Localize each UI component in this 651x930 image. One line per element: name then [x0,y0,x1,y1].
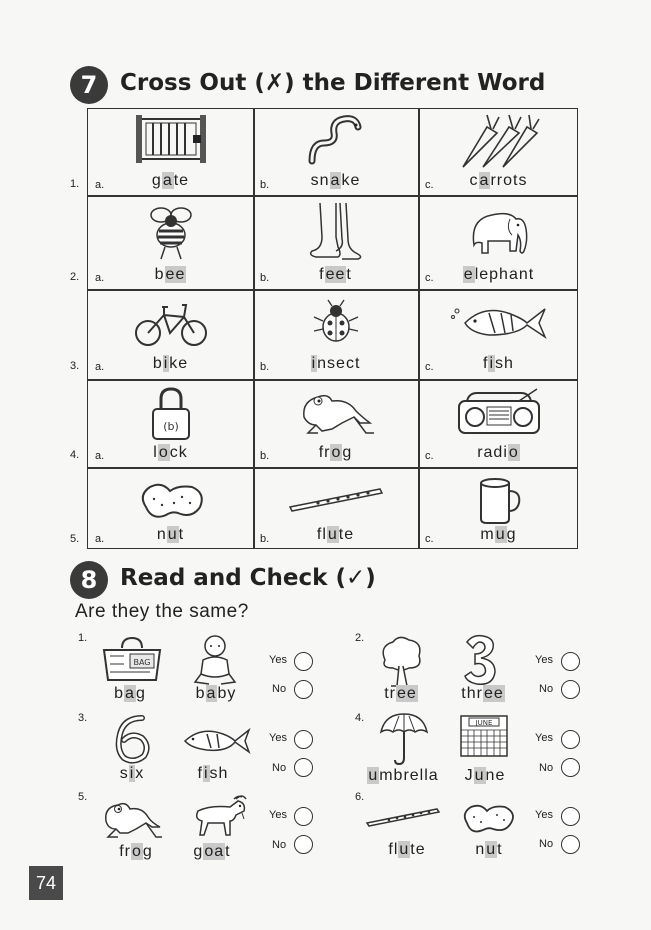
fish-icon [181,726,251,756]
question-3: 3. six fish Yes No [78,712,328,787]
no-option[interactable] [561,680,580,699]
mug-icon [475,477,523,525]
fish-icon [449,303,549,343]
grid-cell-1a[interactable]: a. gate [88,109,253,195]
word-three: three [461,685,504,702]
carrots-icon [457,113,541,169]
word-june: June [464,767,506,784]
section-8-number-badge: 8 [70,561,108,599]
row-number: 2. [70,271,80,283]
word-radio: radio [477,444,519,461]
word-baby: baby [195,685,237,702]
grid-cell-3a[interactable]: a. bike [88,289,253,379]
word-nut: nut [475,841,503,858]
question-1: 1. BAG bag baby Yes No [78,632,328,707]
snake-icon [306,113,366,169]
row-number: 3. [70,360,80,372]
svg-text:BAG: BAG [133,658,151,667]
word-flute: flute [316,526,355,543]
yes-option[interactable] [294,652,313,671]
no-option[interactable] [294,758,313,777]
tree-icon [379,636,423,688]
section-8-subtitle: Are they the same? [75,601,249,622]
calendar-icon [459,714,509,758]
word-snake: snake [310,172,361,189]
page-number: 74 [29,866,63,900]
bee-icon [145,203,197,261]
word-bee: bee [154,266,186,283]
bike-icon [134,295,208,349]
word-nut: nut [156,526,185,543]
word-gate: gate [151,172,190,189]
question-5: 5. frog goat Yes No [78,791,328,866]
question-4: 4. JUNE umbrella June Yes No [355,712,595,787]
ladybug-icon [312,299,360,347]
word-elephant: elephant [463,266,535,283]
baby-icon [193,634,237,686]
goat-icon [190,793,250,839]
row-number: 1. [70,178,80,190]
no-option[interactable] [561,758,580,777]
section-7-title: Cross Out (✗) the Different Word [120,70,546,96]
yes-option[interactable] [561,730,580,749]
word-mug: mug [480,526,517,543]
word-feet: feet [319,266,352,283]
peanut-icon [136,477,206,521]
svg-text:JUNE: JUNE [475,719,493,727]
umbrella-icon [379,712,429,766]
frog-icon [296,387,376,439]
yes-option[interactable] [294,730,313,749]
word-goat: goat [193,843,231,860]
word-lock: lock [153,444,188,461]
word-insect: insect [311,355,361,372]
no-option[interactable] [561,835,580,854]
row-number: 5. [70,533,80,545]
elephant-icon [466,205,532,259]
no-option[interactable] [294,680,313,699]
word-carrots: carrots [469,172,528,189]
question-2: 2. tree three Yes No [355,632,595,707]
grid-cell-4c[interactable]: c. radio [418,379,579,467]
word-bag: bag [114,685,146,702]
section-7-number-badge: 7 [70,66,108,104]
grid-cell-1c[interactable]: c. carrots [418,109,579,195]
grid-cell-3c[interactable]: c. fish [418,289,579,379]
word-fish: fish [197,765,229,782]
word-tree: tree [384,685,417,702]
word-six: six [119,765,145,782]
gate-icon [136,113,206,165]
grid-cell-5c[interactable]: c. mug [418,467,579,548]
grid-cell-2c[interactable]: c. elephant [418,195,579,289]
yes-option[interactable] [294,807,313,826]
number-three-icon [463,634,499,686]
word-bike: bike [152,355,189,372]
feet-icon [306,201,366,261]
yes-option[interactable] [561,652,580,671]
yes-option[interactable] [561,807,580,826]
grid-cell-2a[interactable]: a. bee [88,195,253,289]
grid-cell-5b[interactable]: b. flute [253,467,418,548]
word-umbrella: umbrella [368,767,439,784]
row-number: 4. [70,449,80,461]
peanut-icon [459,799,517,835]
svg-text:(b): (b) [162,420,179,433]
grid-cell-3b[interactable]: b. insect [253,289,418,379]
frog-icon [100,797,164,841]
no-option[interactable] [294,835,313,854]
word-fish: fish [483,355,514,372]
number-six-icon [114,714,150,762]
grid-cell-4b[interactable]: b. frog [253,379,418,467]
cross-out-grid [87,108,578,549]
grid-cell-4a[interactable]: (b) a. lock [88,379,253,467]
word-frog: frog [119,843,153,860]
bag-icon [100,638,164,682]
word-flute: flute [388,841,426,858]
word-frog: frog [318,444,353,461]
section-8-title: Read and Check (✓) [120,565,376,591]
radio-icon [457,387,541,437]
grid-cell-2b[interactable]: b. feet [253,195,418,289]
grid-cell-1b[interactable]: b. snake [253,109,418,195]
grid-cell-5a[interactable]: a. nut [88,467,253,548]
flute-icon [365,807,441,827]
question-6: 6. flute nut Yes No [355,791,595,866]
flute-icon [288,487,384,511]
lock-icon [151,387,191,441]
